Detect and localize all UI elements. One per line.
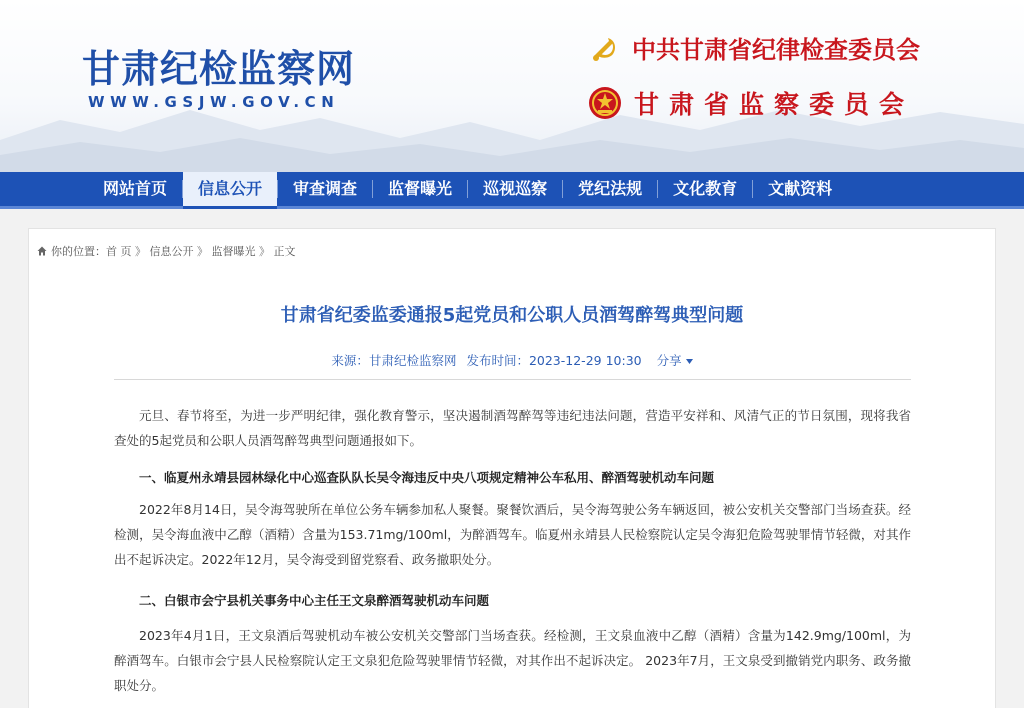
share-button[interactable]: 分享: [657, 353, 693, 368]
site-header: [0, 0, 1024, 172]
org-party-row: [588, 30, 920, 65]
article-title: 甘肃省纪委监委通报5起党员和公职人员酒驾醉驾典型问题: [280, 305, 744, 326]
nav-item-info-disclosure[interactable]: 信息公开: [183, 172, 277, 209]
nav-item-culture-education[interactable]: 文化教育: [673, 179, 738, 198]
section-text-2: 2023年4月1日，王文泉酒后驾驶机动车被公安机关交警部门当场查获。经检测，王文泉血液中乙醇（酒精）含量为142.9mg/100ml，为醉酒驾车。白银市会宁县人民检察院认定王文泉犯危险驾驶罪情节轻微，对其作出不起诉决定。 2023年7月，王文泉受到撤销党内职务、政务撤职处分。: [114, 628, 911, 693]
source-value: 甘肃纪检监察网: [368, 353, 457, 368]
main-nav: [0, 172, 1024, 209]
nav-item-party-rules[interactable]: 党纪法规: [578, 179, 643, 198]
article-meta: [29, 351, 995, 369]
nav-item-documents[interactable]: 文献资料: [768, 179, 833, 198]
breadcrumb-item-home[interactable]: 首 页: [106, 245, 132, 258]
section-text-1: 2022年8月14日，吴令海驾驶所在单位公务车辆参加私人聚餐。聚餐饮酒后，吴令海驾驶公务车辆返回，被公安机关交警部门当场查获。经检测，吴令海血液中乙醇（酒精）含量为153.71mg/100ml，为醉酒驾车。临夏州永靖县人民检察院认定吴令海犯危险驾驶罪情节轻微，对其作出不起诉决定。2022年12月，吴令海受到留党察看、政务撤职处分。: [114, 502, 911, 567]
source-label: 来源：甘肃纪检监察网: [331, 353, 457, 368]
nav-item-home[interactable]: 网站首页: [103, 179, 168, 198]
section-heading-2: 二、白银市会宁县机关事务中心主任王文泉醉酒驾驶机动车问题: [139, 593, 490, 608]
nav-item-supervision-exposure[interactable]: 监督曝光: [388, 179, 453, 198]
breadcrumb: [37, 243, 296, 259]
meta-divider: [114, 379, 911, 380]
home-icon: [37, 246, 47, 256]
breadcrumb-item-supervision[interactable]: 监督曝光: [211, 245, 256, 258]
site-title[interactable]: 甘肃纪检监察网: [82, 46, 356, 91]
org-state-row: [588, 85, 914, 121]
chevron-down-icon: [686, 359, 693, 364]
breadcrumb-separator: 》: [193, 245, 208, 258]
breadcrumb-separator: 》: [255, 245, 270, 258]
breadcrumb-item-info[interactable]: 信息公开: [149, 245, 194, 258]
section-heading-1: 一、临夏州永靖县园林绿化中心巡查队队长吴令海违反中央八项规定精神公车私用、醉酒驾驶机动车问题: [139, 470, 715, 485]
party-emblem-icon: [588, 32, 620, 64]
article-card: [28, 228, 996, 708]
org-party-name: 中共甘肃省纪律检查委员会: [632, 36, 920, 64]
breadcrumb-item-current: 正文: [273, 245, 296, 258]
nav-item-review-investigation[interactable]: 审查调查: [293, 179, 358, 198]
org-state-name: 甘肃省监察委员会: [634, 90, 915, 119]
breadcrumb-prefix: 你的位置：: [51, 245, 106, 258]
article-intro: 元旦、春节将至，为进一步严明纪律，强化教育警示，坚决遏制酒驾醉驾等违纪违法问题，营造平安祥和、风清气正的节日氛围，现将我省查处的5起党员和公职人员酒驾醉驾典型问题通报如下。: [114, 408, 911, 448]
national-emblem-icon: [588, 86, 622, 120]
publish-time: 发布时间：2023-12-29 10:30: [466, 353, 642, 368]
nav-item-inspection[interactable]: 巡视巡察: [483, 179, 548, 198]
publish-time-value: 2023-12-29 10:30: [528, 353, 642, 368]
site-url: WWW.GSJW.GOV.CN: [88, 93, 340, 111]
breadcrumb-separator: 》: [131, 245, 146, 258]
